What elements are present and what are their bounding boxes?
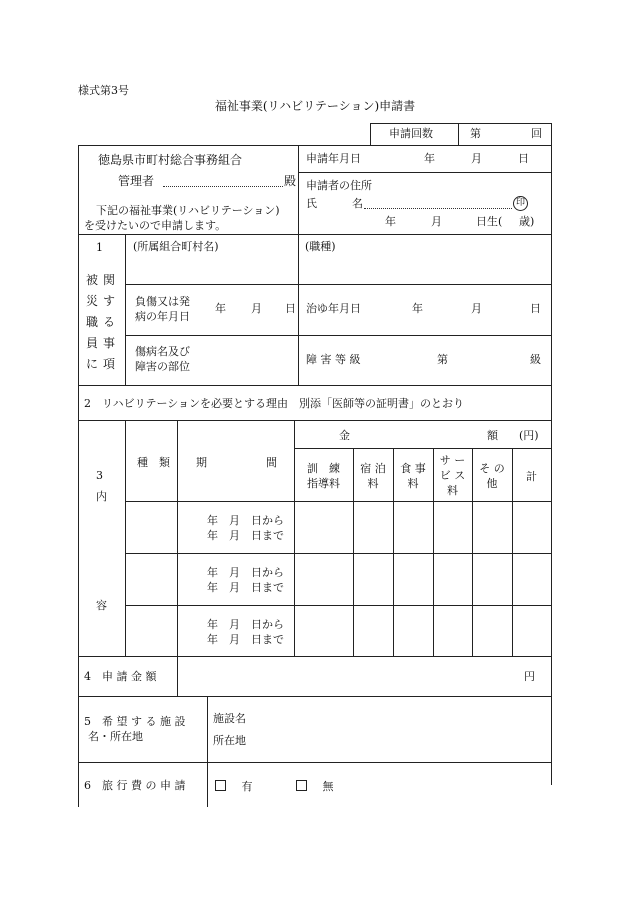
fee-column-header-line: 他 [486,477,498,490]
section1-number: 1 [96,241,103,254]
application-date-label: 申請年月日 [306,152,361,165]
fee-column-header [294,461,353,491]
cure-year: 年 [412,302,423,315]
period-to: 年 月 日まで [207,529,284,542]
applicant-name-mei: 名 [352,197,363,210]
period-to: 年 月 日まで [207,581,284,594]
fee-column-header [472,461,512,491]
applicant-name-line [364,208,512,209]
count-kai: 回 [531,127,542,140]
facility-section-label-2: 名・所在地 [88,730,143,743]
injury-day: 日 [285,302,296,315]
rehab-reason: 2 リハビリテーションを必要とする理由 別添「医師等の証明書」のとおり [84,397,465,410]
period-to: 年 月 日まで [207,633,284,646]
injury-month: 月 [251,302,262,315]
birth-year: 年 [385,215,396,228]
injury-year: 年 [215,302,226,315]
applicant-address-label: 申請者の住所 [306,179,372,192]
manager-label: 管理者 [118,174,155,188]
count-dai: 第 [470,127,481,140]
disease-label-1: 傷病名及び [135,345,190,358]
fee-column-header-line: サ ー [439,454,466,467]
count-label: 申請回数 [389,127,433,140]
fee-column-header-line: 食 事 [400,462,426,475]
travel-no-option[interactable] [296,780,334,792]
travel-yes-option[interactable] [215,780,253,792]
injury-date-label-2: 病の年月日 [135,310,190,323]
injury-date-label-1: 負傷又は発 [135,295,190,308]
applicant-name-shi: 氏 [306,197,317,210]
travel-yes-label: 有 [241,780,253,793]
disability-grade-kyu: 級 [530,353,541,366]
manager-name-line [163,186,283,187]
birth-month: 月 [431,215,442,228]
form-title: 福祉事業(リハビリテーション)申請書 [214,99,416,113]
section3-you: 容 [96,599,107,612]
fee-column-header-line: 指導料 [307,477,340,490]
disability-grade-dai: 第 [437,353,448,366]
dono-label: 殿 [284,174,297,188]
org-name: 徳島県市町村総合事務組合 [98,153,243,167]
fee-column-header [353,461,393,491]
org-town-label: (所属組合町村名) [133,240,219,253]
amount-header-unit: (円) [519,429,539,442]
period-header-ki: 期 [196,456,207,469]
fee-column-header-line: そ の [479,462,505,475]
requested-amount-unit: 円 [524,670,535,683]
period-header-kan: 間 [266,456,277,469]
job-type-label: (職種) [305,240,336,253]
checkbox-no[interactable] [296,780,307,791]
facility-name-label: 施設名 [213,712,246,725]
seal-icon: 印 [513,196,528,211]
form-number: 様式第3号 [78,84,129,97]
birth-day: 日生( [476,215,503,228]
period-from: 年 月 日から [207,566,284,579]
requested-amount-label: 4 申 請 金 額 [84,670,157,683]
travel-expense-label: 6 旅 行 費 の 申 請 [84,779,186,792]
section1-label-col-b: 関 す る 事 項 [103,273,116,371]
facility-location-label: 所在地 [213,734,246,747]
type-header: 種 類 [137,456,170,469]
fee-column-header-line: 料 [367,477,379,490]
section1-label-col-a: 被 災 職 員 に [86,273,99,371]
section3-number: 3 [96,469,103,482]
checkbox-yes[interactable] [215,780,226,791]
fee-column-header-line: 宿 泊 [360,462,386,475]
fee-column-header [433,453,472,498]
amount-header-kin: 金 [339,429,350,442]
cure-month: 月 [471,302,482,315]
amount-header-gaku: 額 [487,429,498,442]
section3-nai: 内 [96,490,107,503]
facility-section-label-1: 5 希 望 す る 施 設 [84,715,186,728]
disability-grade-label: 障 害 等 級 [306,353,361,366]
cure-day: 日 [530,302,541,315]
applicant-age: 歳) [519,215,535,228]
fee-column-header [512,469,551,484]
period-from: 年 月 日から [207,618,284,631]
fee-column-header [393,461,433,491]
fee-column-header-line: 訓 練 [307,462,340,475]
application-date-year: 年 [424,152,435,165]
cure-date-label: 治ゆ年月日 [306,302,361,315]
travel-no-label: 無 [322,780,334,793]
fee-column-header-line: 計 [526,470,537,483]
fee-column-header-line: ビ ス [439,469,466,482]
fee-column-header-line: 料 [407,477,419,490]
period-from: 年 月 日から [207,514,284,527]
application-date-day: 日 [518,152,529,165]
request-text-1: 下記の福祉事業(リハビリテーション) [96,204,280,217]
application-date-month: 月 [471,152,482,165]
disease-label-2: 障害の部位 [135,360,190,373]
request-text-2: を受けたいので申請します。 [84,219,227,232]
fee-column-header-line: 料 [447,484,458,497]
